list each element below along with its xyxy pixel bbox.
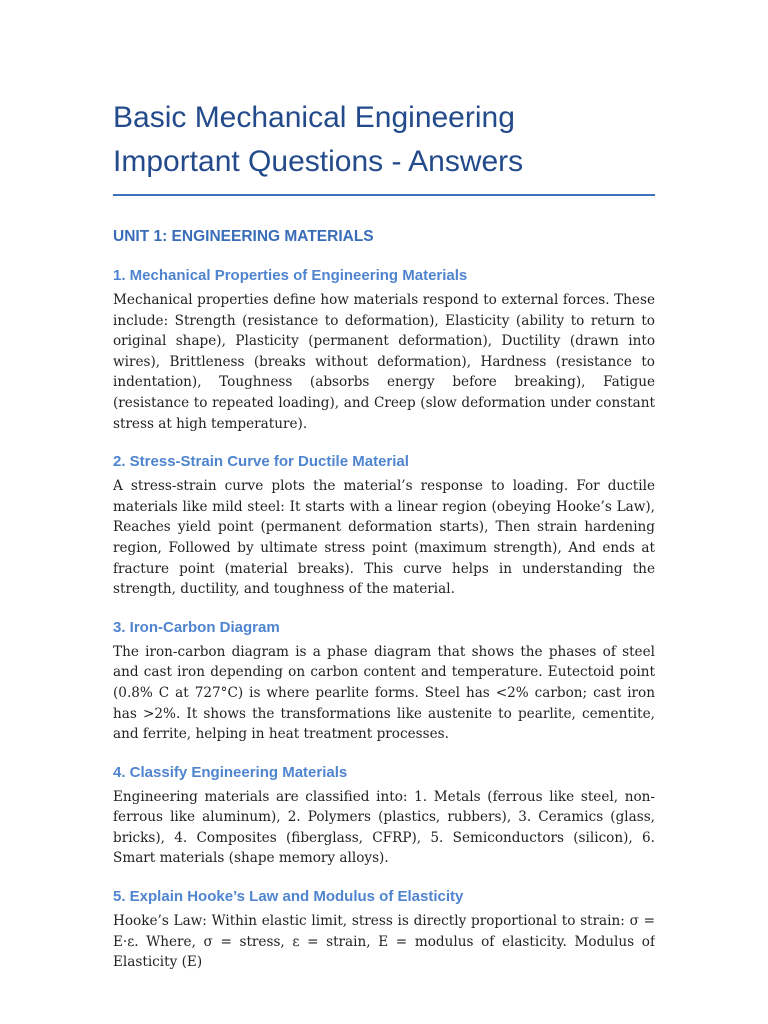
document-page	[113, 0, 655, 1024]
section-body: Engineering materials are classified into: 1. Metals (ferrous like steel, non-ferrous like aluminum), 2. Polymers (plastics, rubbers), 3. Ceramics (glass, bricks), 4. Composites (fiberglass, CFRP), 5. Semiconductors (silicon), 6. Smart materials (shape memory alloys).	[113, 788, 655, 867]
section-body: A stress-strain curve plots the material’s response to loading. For ductile materials like mild steel: It starts with a linear region (obeying Hooke’s Law), Reaches yield point (permanent deformation starts), Then strain hardening region, Followed by ultimate stress point (maximum strength), And ends at fracture point (material breaks). This curve helps in understanding the strength, ductility, and toughness of the material.	[113, 478, 655, 598]
section-body: Hooke’s Law: Within elastic limit, stress is directly proportional to strain: σ = E·ε. Where, σ = stress, ε = strain, E = modulus of elasticity. Modulus of Elasticity (E)	[113, 913, 655, 971]
section-heading: 5. Explain Hooke’s Law and Modulus of Elasticity	[113, 888, 464, 906]
section-stress-strain-curve	[113, 452, 655, 600]
document-title-line-1: Basic Mechanical Engineering	[113, 101, 515, 134]
title-divider	[113, 194, 655, 196]
section-body: Mechanical properties define how materials respond to external forces. These include: Strength (resistance to deformation), Elasticity (ability to return to original shape), Plasticity (permanent deformation), Ductility (drawn into wires), Brittleness (breaks without deformation), Hardness (resistance to indentation), Toughness (absorbs energy before breaking), Fatigue (resistance to repeated loading), and Creep (slow deformation under constant stress at high temperature).	[113, 292, 655, 432]
section-hookes-law	[113, 887, 655, 973]
section-mechanical-properties	[113, 266, 655, 434]
section-iron-carbon-diagram	[113, 618, 655, 745]
document-title-line-2: Important Questions - Answers	[113, 145, 524, 178]
section-heading: 1. Mechanical Properties of Engineering Materials	[113, 267, 468, 284]
section-heading: 2. Stress-Strain Curve for Ductile Material	[113, 453, 409, 471]
section-body: The iron-carbon diagram is a phase diagram that shows the phases of steel and cast iron depending on carbon content and temperature. Eutectoid point (0.8% C at 727°C) is where pearlite forms. Steel has <2% carbon; cast iron has >2%. It shows the transformations like austenite to pearlite, cementite, and ferrite, helping in heat treatment processes.	[113, 643, 655, 743]
unit-heading: UNIT 1: ENGINEERING MATERIALS	[113, 228, 374, 245]
section-heading: 3. Iron-Carbon Diagram	[113, 618, 280, 636]
section-classify-materials	[113, 763, 655, 869]
section-heading: 4. Classify Engineering Materials	[113, 763, 348, 781]
document-title	[113, 0, 655, 184]
